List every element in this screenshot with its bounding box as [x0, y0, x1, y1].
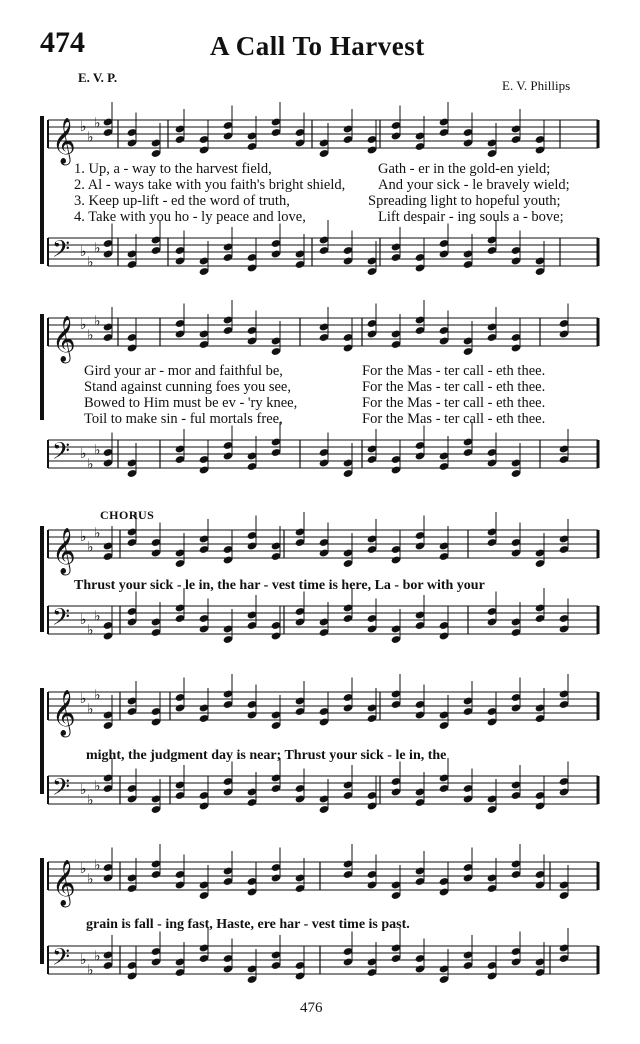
svg-text:♭: ♭	[87, 701, 94, 718]
music-note	[559, 304, 570, 339]
music-note	[343, 932, 354, 967]
music-note	[199, 599, 210, 634]
music-note	[391, 106, 402, 141]
music-note	[535, 776, 546, 811]
music-note	[511, 932, 522, 967]
svg-text:♭: ♭	[87, 254, 94, 271]
verse-3-line-c: Bowed to Him must be ev - 'ry knee,	[84, 395, 298, 411]
music-note	[295, 946, 306, 981]
music-note	[319, 433, 330, 468]
music-note	[247, 238, 258, 273]
chorus-line-3: grain is fall - ing fast, Haste, ere har - vest time is past.	[86, 917, 410, 932]
music-note	[199, 776, 210, 811]
system-5-treble-staff	[0, 850, 640, 920]
svg-text:♭: ♭	[87, 871, 94, 888]
music-note	[223, 106, 234, 141]
music-note	[559, 599, 570, 634]
verse-3-line-d: For the Mas - ter call - eth thee.	[362, 395, 546, 411]
hymn-number: 474	[40, 26, 85, 59]
system-3-bass-staff	[0, 594, 640, 674]
system-2-bass-staff	[0, 428, 640, 508]
svg-text:♭: ♭	[87, 456, 94, 473]
music-note	[343, 318, 354, 353]
music-note	[103, 848, 114, 883]
music-note	[535, 120, 546, 155]
verse-4-line-c: Toil to make sin - ful mortals free,	[84, 411, 283, 427]
music-note	[319, 523, 330, 558]
music-note	[151, 523, 162, 558]
verse-2-line-b: And your sick - le bravely wield;	[378, 177, 570, 193]
music-note	[127, 318, 138, 353]
svg-text:♭: ♭	[94, 778, 101, 795]
chorus-line-2: might, the judgment day is near; Thrust your sick - le in, the	[86, 748, 447, 763]
music-note	[367, 776, 378, 811]
svg-text:♭: ♭	[80, 317, 87, 333]
svg-text:♭: ♭	[94, 313, 101, 330]
svg-text:♭: ♭	[80, 446, 87, 462]
svg-text:𝄞: 𝄞	[52, 528, 76, 574]
music-note	[439, 862, 450, 897]
music-note	[295, 592, 306, 627]
music-note	[367, 304, 378, 339]
verse-2-line-a: 2. Al - ways take with you faith's bright shield,	[74, 177, 346, 193]
music-note	[175, 855, 186, 890]
music-note	[295, 113, 306, 148]
verse-3-line-b: Spreading light to hopeful youth;	[368, 193, 561, 209]
music-note	[103, 224, 114, 259]
svg-text:♭: ♭	[94, 240, 101, 257]
svg-text:♭: ♭	[94, 857, 101, 874]
svg-text:♭: ♭	[94, 442, 101, 459]
verse-2-line-d: For the Mas - ter call - eth thee.	[362, 379, 546, 395]
music-note	[487, 946, 498, 981]
music-note	[127, 113, 138, 148]
music-note	[103, 433, 114, 468]
music-note	[415, 939, 426, 974]
music-note	[487, 592, 498, 627]
words-credit: E. V. P.	[78, 70, 118, 85]
system-5-bass-staff	[0, 934, 640, 1004]
music-note	[223, 426, 234, 461]
music-note	[415, 426, 426, 461]
music-note	[127, 946, 138, 981]
svg-text:♭: ♭	[80, 782, 87, 798]
music-note	[175, 678, 186, 713]
verse-1-line-b: Gath - er in the gold-en yield;	[378, 161, 551, 177]
verse-4-line-d: For the Mas - ter call - eth thee.	[362, 411, 546, 427]
system-3-treble-staff	[0, 518, 640, 580]
svg-text:♭: ♭	[94, 115, 101, 132]
music-note	[439, 311, 450, 346]
music-credit: E. V. Phillips	[502, 78, 571, 93]
system-4-bass-staff	[0, 764, 640, 844]
music-note	[247, 311, 258, 346]
music-note	[439, 224, 450, 259]
music-note	[247, 685, 258, 720]
svg-text:♭: ♭	[87, 792, 94, 809]
verse-4-line-a: 4. Take with you ho - ly peace and love,	[74, 209, 306, 225]
music-note	[487, 692, 498, 727]
svg-text:♭: ♭	[94, 525, 101, 542]
svg-text:♭: ♭	[87, 129, 94, 146]
music-note	[367, 599, 378, 634]
music-note	[463, 769, 474, 804]
svg-text:𝄢: 𝄢	[52, 773, 71, 806]
svg-text:♭: ♭	[80, 529, 87, 545]
music-note	[271, 848, 282, 883]
svg-text:♭: ♭	[87, 327, 94, 344]
music-note	[127, 592, 138, 627]
svg-text:♭: ♭	[80, 244, 87, 260]
svg-text:♭: ♭	[87, 539, 94, 556]
music-note	[223, 530, 234, 565]
music-note	[151, 932, 162, 967]
verse-2-line-c: Stand against cunning foes you see,	[84, 379, 291, 395]
music-note	[391, 530, 402, 565]
music-note	[175, 231, 186, 266]
svg-text:𝄞: 𝄞	[52, 316, 76, 362]
music-note	[415, 238, 426, 273]
music-note	[367, 120, 378, 155]
music-note	[559, 762, 570, 797]
music-note	[367, 855, 378, 890]
svg-text:𝄢: 𝄢	[52, 437, 71, 470]
music-note	[199, 440, 210, 475]
music-note	[247, 862, 258, 897]
music-note	[271, 606, 282, 641]
music-note	[175, 304, 186, 339]
svg-text:♭: ♭	[80, 119, 87, 135]
music-note	[511, 523, 522, 558]
svg-text:𝄞: 𝄞	[52, 690, 76, 736]
music-note	[487, 433, 498, 468]
music-note	[415, 685, 426, 720]
music-note	[511, 678, 522, 713]
chorus-label: CHORUS	[100, 508, 155, 522]
music-note	[295, 769, 306, 804]
music-note	[127, 769, 138, 804]
page-number: 476	[300, 1000, 323, 1016]
svg-text:♭: ♭	[94, 948, 101, 965]
verse-3-line-a: 3. Keep up-lift - ed the word of truth,	[74, 193, 290, 209]
music-note	[511, 318, 522, 353]
music-note	[151, 692, 162, 727]
svg-text:𝄢: 𝄢	[52, 603, 71, 636]
music-note	[271, 224, 282, 259]
music-note	[511, 231, 522, 266]
verse-4-line-b: Lift despair - ing souls a - bove;	[378, 209, 564, 225]
svg-text:♭: ♭	[80, 612, 87, 628]
verse-1-line-c: Gird your ar - mor and faithful be,	[84, 363, 283, 379]
svg-text:𝄞: 𝄞	[52, 118, 76, 164]
svg-text:♭: ♭	[87, 622, 94, 639]
svg-text:♭: ♭	[80, 952, 87, 968]
music-note	[319, 692, 330, 727]
music-note	[223, 939, 234, 974]
music-note	[391, 440, 402, 475]
svg-text:𝄢: 𝄢	[52, 943, 71, 976]
chorus-line-1: Thrust your sick - le in, the har - vest time is here, La - bor with your	[74, 578, 485, 593]
svg-text:♭: ♭	[80, 691, 87, 707]
music-note	[343, 678, 354, 713]
svg-text:𝄢: 𝄢	[52, 235, 71, 268]
music-note	[391, 762, 402, 797]
svg-text:𝄞: 𝄞	[52, 860, 76, 906]
verse-1-line-d: For the Mas - ter call - eth thee.	[362, 363, 546, 379]
music-note	[463, 113, 474, 148]
music-note	[343, 231, 354, 266]
svg-text:♭: ♭	[80, 861, 87, 877]
music-note	[199, 120, 210, 155]
verse-1-line-a: 1. Up, a - way to the harvest field,	[74, 161, 272, 177]
svg-text:♭: ♭	[94, 608, 101, 625]
hymn-title: A Call To Harvest	[210, 31, 425, 61]
system-4-treble-staff	[0, 680, 640, 748]
svg-text:♭: ♭	[94, 687, 101, 704]
music-note	[247, 516, 258, 551]
music-note	[439, 606, 450, 641]
music-note	[535, 855, 546, 890]
music-note	[415, 516, 426, 551]
music-note	[463, 848, 474, 883]
music-note	[103, 606, 114, 641]
music-note	[223, 762, 234, 797]
svg-text:♭: ♭	[87, 962, 94, 979]
system-1-bass-staff	[0, 226, 640, 306]
